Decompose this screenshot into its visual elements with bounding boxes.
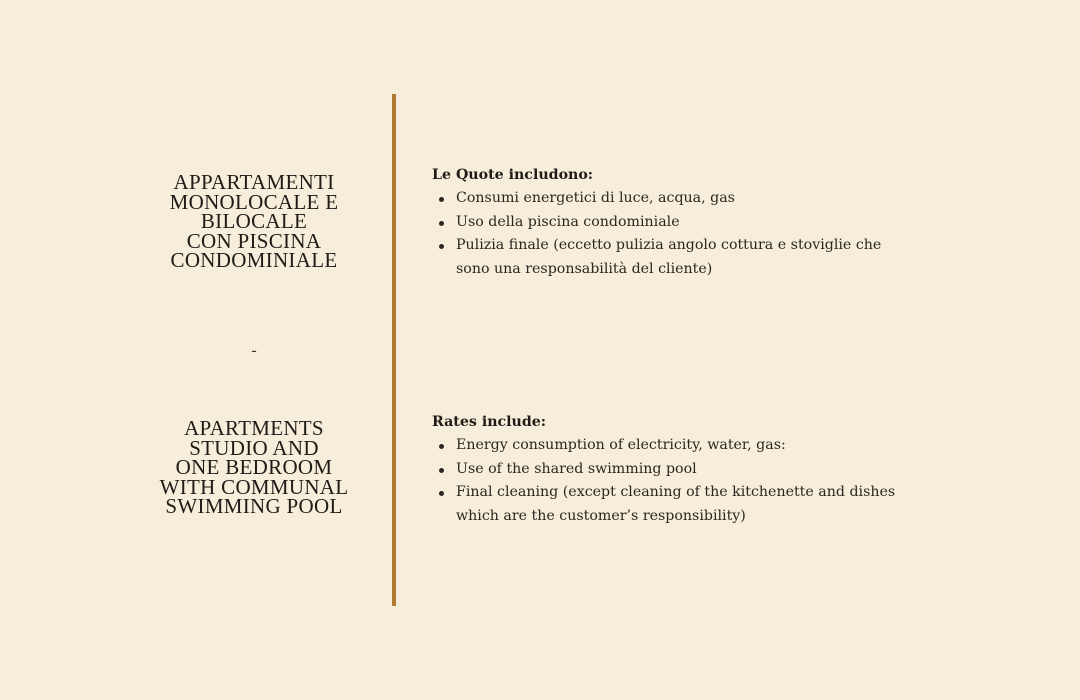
rates-title: Le Quote includono:: [432, 167, 594, 183]
rates-block-italian: [432, 164, 912, 281]
list-item: Use of the shared swimming pool: [432, 458, 912, 482]
heading-line: STUDIO AND: [189, 435, 319, 460]
language-separator: -: [251, 342, 257, 359]
heading-line: APPARTAMENTI: [173, 170, 335, 194]
heading-line: MONOLOCALE E: [169, 189, 339, 214]
heading-line: CONDOMINIALE: [170, 248, 338, 273]
list-item: Uso della piscina condominiale: [432, 211, 912, 235]
rates-list: [432, 187, 912, 281]
heading-line: CON PISCINA: [186, 228, 322, 253]
heading-english: [124, 416, 384, 519]
heading-line: BILOCALE: [200, 209, 308, 234]
rates-list: [432, 434, 912, 528]
list-item: Final cleaning (except cleaning of the kitchenette and dishes which are the customer’s responsibility): [432, 481, 912, 528]
list-item: Consumi energetici di luce, acqua, gas: [432, 187, 912, 211]
heading-italian: [124, 170, 384, 273]
list-item: Pulizia finale (eccetto pulizia angolo cottura e stoviglie che sono una responsabilità del cliente): [432, 234, 912, 281]
heading-line: ONE BEDROOM: [175, 455, 333, 480]
vertical-divider: [392, 94, 396, 606]
rates-title: Rates include:: [432, 414, 547, 430]
heading-line: SWIMMING POOL: [165, 494, 343, 519]
rates-block-english: [432, 411, 912, 528]
list-item: Energy consumption of electricity, water, gas:: [432, 434, 912, 458]
heading-line: WITH COMMUNAL: [159, 474, 349, 499]
heading-line: APARTMENTS: [184, 416, 324, 440]
